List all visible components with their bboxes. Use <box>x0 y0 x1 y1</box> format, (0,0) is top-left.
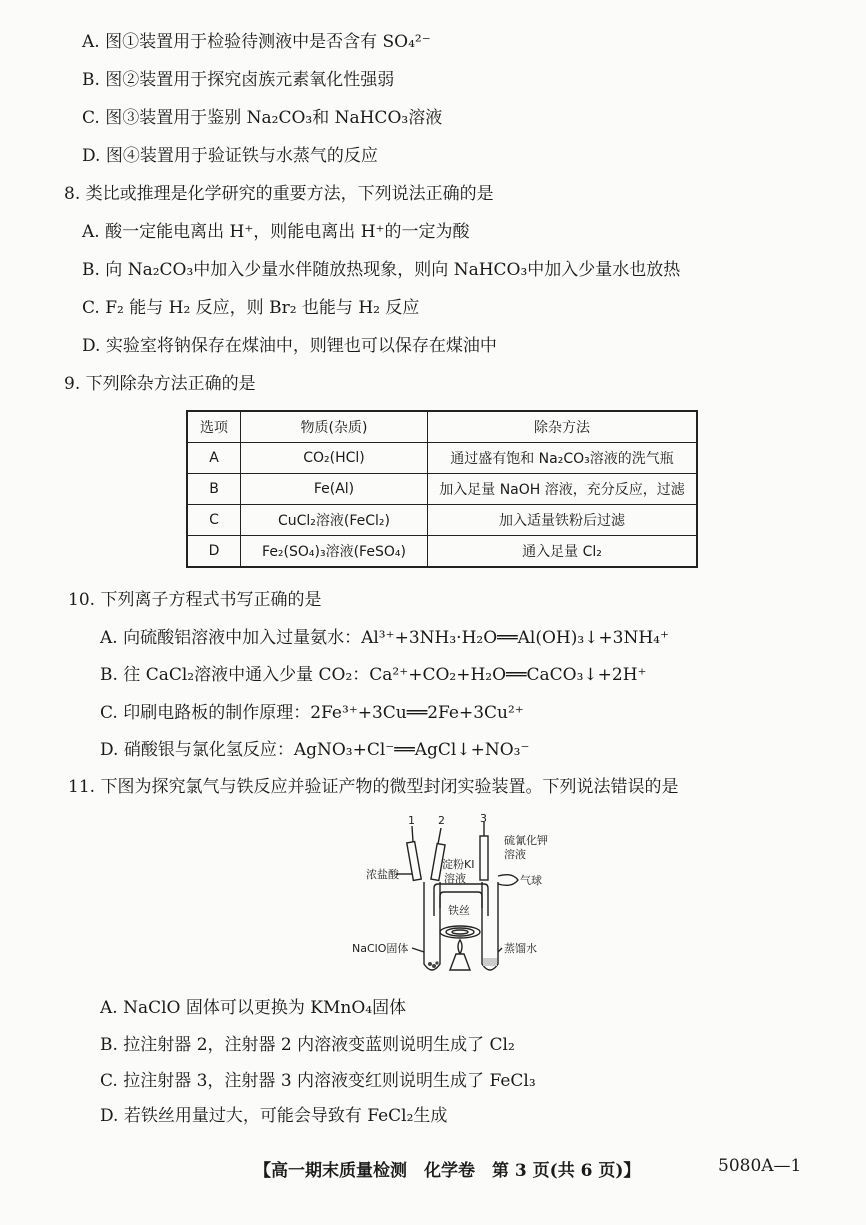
naclo-label: NaClO固体 <box>352 942 409 955</box>
q9-stem: 9. 下列除杂方法正确的是 <box>64 374 256 394</box>
q10-option-a: A. 向硫酸铝溶液中加入过量氨水：Al³⁺+3NH₃·H₂O══Al(OH)₃↓+3NH₄⁺ <box>100 628 669 648</box>
flame <box>458 940 462 954</box>
q7-option-d: D. 图④装置用于验证铁与水蒸气的反应 <box>82 146 378 166</box>
q11-option-d: D. 若铁丝用量过大，可能会导致有 FeCl₂生成 <box>100 1106 448 1126</box>
table-header-row <box>187 411 697 443</box>
table-header-cell: 物质(杂质) <box>241 411 428 443</box>
table-row <box>187 505 697 536</box>
footer-code: 5080A—1 <box>718 1156 802 1176</box>
wire-label: 铁丝 <box>448 904 470 917</box>
syringe-2-label: 2 <box>438 814 445 827</box>
table-cell: Fe₂(SO₄)₃溶液(FeSO₄) <box>241 536 428 568</box>
table-cell: C <box>187 505 241 536</box>
table-cell: CO₂(HCl) <box>241 443 428 474</box>
kscn-label-2: 溶液 <box>504 848 526 861</box>
q10-option-b: B. 往 CaCl₂溶液中通入少量 CO₂：Ca²⁺+CO₂+H₂O══CaCO₃↓+2H⁺ <box>100 665 647 685</box>
ki-label: 淀粉KI <box>442 858 475 871</box>
hcl-label: 浓盐酸 <box>366 868 399 881</box>
q8-option-b: B. 向 Na₂CO₃中加入少量水伴随放热现象，则向 NaHCO₃中加入少量水也放热 <box>82 260 681 280</box>
apparatus-diagram <box>352 812 562 982</box>
table-cell: A <box>187 443 241 474</box>
q11-option-c: C. 拉注射器 3，注射器 3 内溶液变红则说明生成了 FeCl₃ <box>100 1071 536 1091</box>
burner <box>450 954 470 970</box>
q11-option-a: A. NaClO 固体可以更换为 KMnO₄固体 <box>100 998 407 1018</box>
table-cell: Fe(Al) <box>241 474 428 505</box>
q10-stem: 10. 下列离子方程式书写正确的是 <box>68 590 322 610</box>
table-cell: D <box>187 536 241 568</box>
table-header-cell: 选项 <box>187 411 241 443</box>
table-cell: 加入适量铁粉后过滤 <box>428 505 698 536</box>
table-row <box>187 443 697 474</box>
q10-option-d: D. 硝酸银与氯化氢反应：AgNO₃+Cl⁻══AgCl↓+NO₃⁻ <box>100 740 530 760</box>
q7-option-a: A. 图①装置用于检验待测液中是否含有 SO₄²⁻ <box>82 32 431 52</box>
q8-option-c: C. F₂ 能与 H₂ 反应，则 Br₂ 也能与 H₂ 反应 <box>82 298 420 318</box>
q7-option-b: B. 图②装置用于探究卤族元素氧化性强弱 <box>82 70 395 90</box>
q11-stem: 11. 下图为探究氯气与铁反应并验证产物的微型封闭实验装置。下列说法错误的是 <box>68 777 679 797</box>
footer-title: 【高一期末质量检测 化学卷 第 3 页(共 6 页)】 <box>254 1161 641 1181</box>
table-cell: 加入足量 NaOH 溶液，充分反应，过滤 <box>428 474 698 505</box>
q11-option-b: B. 拉注射器 2，注射器 2 内溶液变蓝则说明生成了 Cl₂ <box>100 1035 515 1055</box>
table-header-cell: 除杂方法 <box>428 411 698 443</box>
q8-stem: 8. 类比或推理是化学研究的重要方法，下列说法正确的是 <box>64 184 494 204</box>
table-cell: CuCl₂溶液(FeCl₂) <box>241 505 428 536</box>
right-test-tube <box>482 882 498 970</box>
q10-option-c: C. 印刷电路板的制作原理：2Fe³⁺+3Cu══2Fe+3Cu²⁺ <box>100 703 524 723</box>
q7-option-c: C. 图③装置用于鉴别 Na₂CO₃和 NaHCO₃溶液 <box>82 108 443 128</box>
q8-option-d: D. 实验室将钠保存在煤油中，则锂也可以保存在煤油中 <box>82 336 497 356</box>
balloon <box>498 875 518 886</box>
syringe-3 <box>480 836 488 880</box>
syringe-3-label: 3 <box>480 812 487 825</box>
kscn-label: 硫氰化钾 <box>504 834 548 847</box>
left-test-tube <box>424 882 440 970</box>
syringe-1-label: 1 <box>408 814 415 827</box>
q9-table <box>186 410 698 568</box>
table-row <box>187 474 697 505</box>
table-cell: 通过盛有饱和 Na₂CO₃溶液的洗气瓶 <box>428 443 698 474</box>
table-cell: B <box>187 474 241 505</box>
page-footer <box>0 1156 866 1181</box>
water-label: 蒸馏水 <box>504 942 537 955</box>
balloon-label: 气球 <box>520 874 542 887</box>
table-row <box>187 536 697 568</box>
table-cell: 通入足量 Cl₂ <box>428 536 698 568</box>
ki-label-2: 溶液 <box>444 872 466 885</box>
q8-option-a: A. 酸一定能电离出 H⁺，则能电离出 H⁺的一定为酸 <box>82 222 470 242</box>
